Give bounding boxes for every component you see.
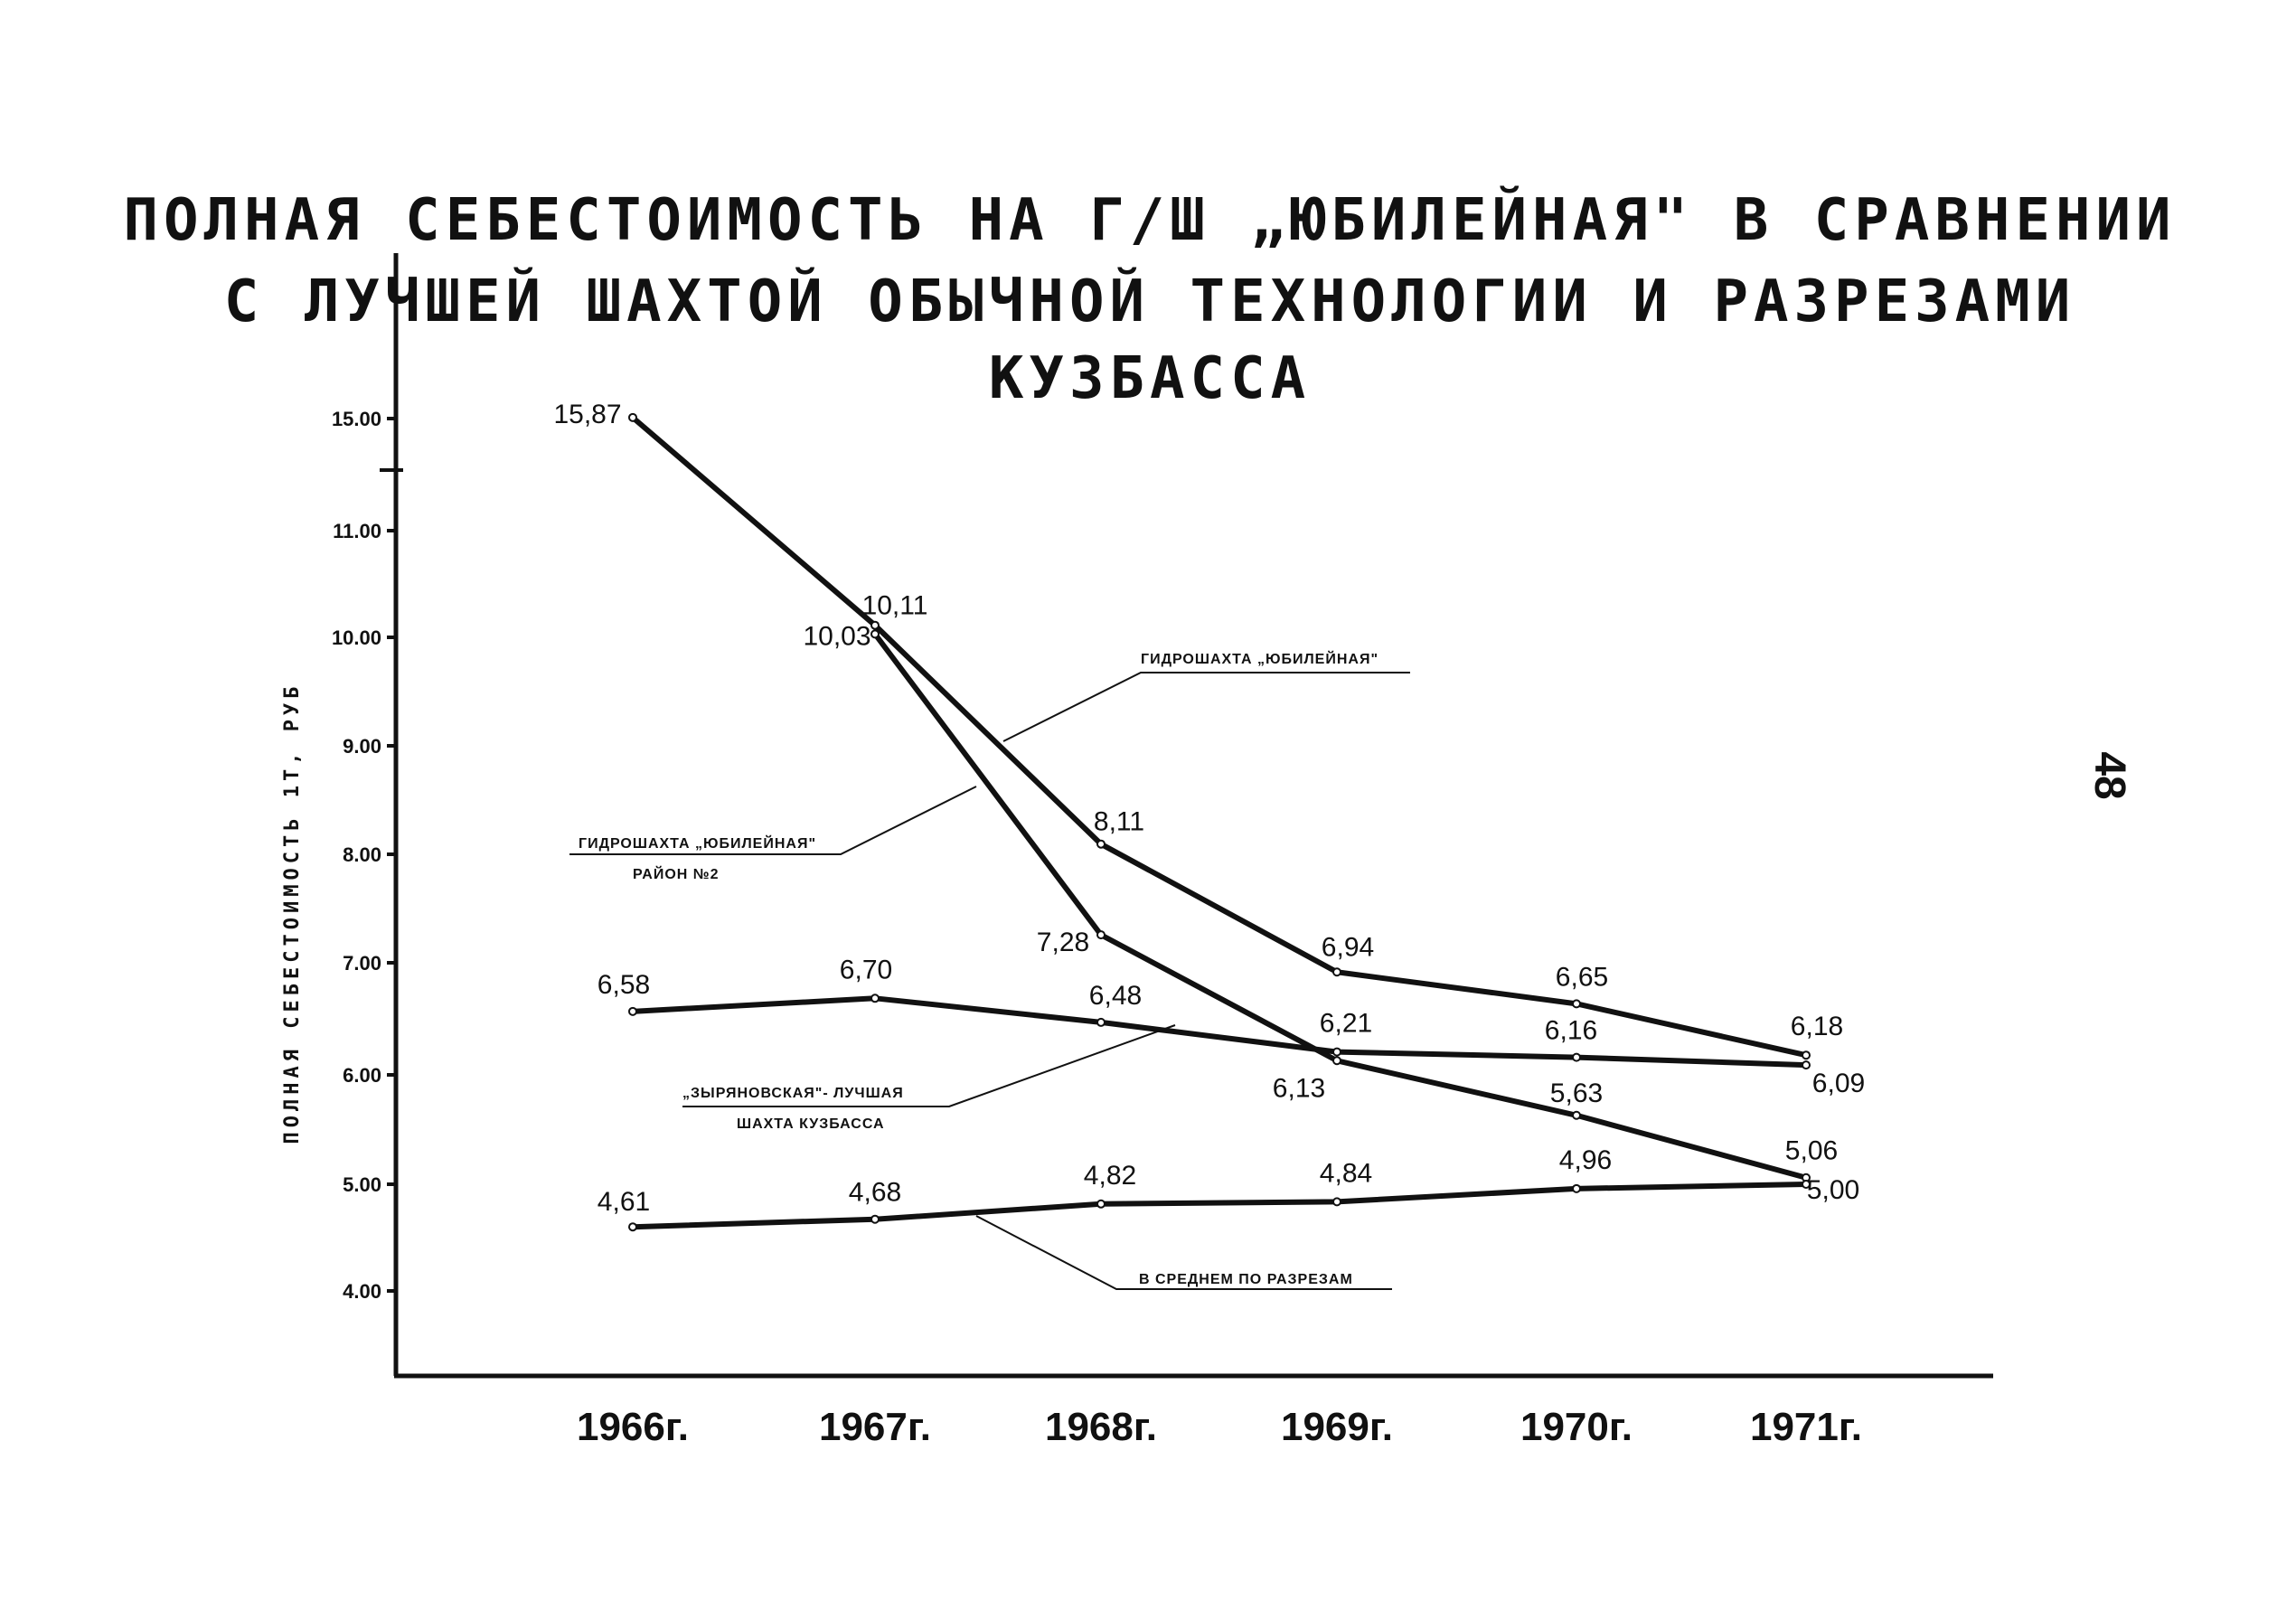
data-point <box>1097 841 1105 848</box>
data-label: 4,68 <box>848 1177 902 1208</box>
y-tick-label: 6.00 <box>343 1064 381 1087</box>
chart-title-line: ПОЛНАЯ СЕБЕСТОИМОСТЬ НА Г/Ш „ЮБИЛЕЙНАЯ" В СРАВНЕНИИ <box>123 187 2177 254</box>
series-line <box>633 418 1806 1055</box>
data-label: 15,87 <box>553 399 622 429</box>
annotation-text: „ЗЫРЯНОВСКАЯ"- ЛУЧШАЯ <box>682 1086 904 1101</box>
x-tick-label: 1967г. <box>818 1405 932 1449</box>
annotation-text: ШАХТА КУЗБАССА <box>737 1116 885 1132</box>
data-label: 6,65 <box>1555 962 1609 993</box>
page-number: 48 <box>2085 751 2133 800</box>
data-point <box>1802 1051 1810 1059</box>
y-tick-label: 4.00 <box>343 1280 381 1303</box>
data-point <box>1097 1019 1105 1026</box>
data-label: 7,28 <box>1036 928 1090 958</box>
data-label: 5,06 <box>1784 1135 1839 1166</box>
data-point <box>1097 1201 1105 1208</box>
data-point <box>629 1223 636 1230</box>
data-point <box>1333 1198 1341 1205</box>
data-label: 6,58 <box>597 969 651 1000</box>
data-point <box>1573 1185 1580 1192</box>
data-label: 6,94 <box>1321 932 1375 963</box>
series-3 <box>598 1145 1859 1230</box>
data-label: 6,16 <box>1544 1015 1598 1046</box>
y-tick-label: 10.00 <box>331 626 381 649</box>
series-line <box>633 1184 1806 1227</box>
data-label: 4,61 <box>597 1187 651 1218</box>
chart-title-line: С ЛУЧШЕЙ ШАХТОЙ ОБЫЧНОЙ ТЕХНОЛОГИИ И РАЗРЕЗАМИ <box>223 268 2076 335</box>
data-point <box>1333 1049 1341 1056</box>
data-label: 6,13 <box>1272 1073 1326 1104</box>
x-tick-label: 1969г. <box>1280 1405 1394 1449</box>
data-point <box>871 1216 879 1223</box>
annotation-text: В СРЕДНЕМ ПО РАЗРЕЗАМ <box>1139 1272 1353 1287</box>
annotation-1 <box>569 786 976 882</box>
data-label: 8,11 <box>1093 806 1145 837</box>
data-label: 10,03 <box>803 621 871 652</box>
data-point <box>871 622 879 629</box>
y-tick-label: 7.00 <box>343 952 381 975</box>
data-label: 6,18 <box>1790 1012 1844 1042</box>
data-point <box>1573 1000 1580 1007</box>
data-label: 5,63 <box>1549 1078 1604 1108</box>
data-point <box>1097 931 1105 938</box>
data-label: 6,70 <box>839 955 893 985</box>
data-label: 6,09 <box>1811 1069 1866 1099</box>
data-point <box>1802 1061 1810 1069</box>
y-tick-label: 9.00 <box>343 735 381 758</box>
annotation-2 <box>682 1025 1175 1132</box>
data-label: 4,82 <box>1083 1160 1137 1191</box>
data-point <box>1333 968 1341 975</box>
annotation-3 <box>976 1216 1392 1289</box>
chart-title-line: КУЗБАССА <box>988 345 1312 412</box>
annotation-text: ГИДРОШАХТА „ЮБИЛЕЙНАЯ" <box>1141 652 1379 667</box>
data-point <box>1573 1054 1580 1061</box>
x-tick-label: 1968г. <box>1044 1405 1158 1449</box>
data-point <box>871 630 879 637</box>
data-point <box>629 414 636 421</box>
y-tick-label: 8.00 <box>343 843 381 866</box>
annotation-0 <box>1003 650 1410 741</box>
y-tick-label: 11.00 <box>333 520 381 542</box>
series-line <box>875 634 1806 1177</box>
y-axis-label: ПОЛНАЯ СЕБЕСТОИМОСТЬ 1Т, РУБ <box>281 682 304 1144</box>
data-label: 5,00 <box>1806 1175 1860 1205</box>
y-tick-label: 5.00 <box>343 1173 381 1196</box>
data-label: 6,48 <box>1088 980 1143 1011</box>
x-tick-label: 1970г. <box>1520 1405 1633 1449</box>
data-point <box>1333 1057 1341 1064</box>
annotation-text: РАЙОН №2 <box>633 867 720 882</box>
data-point <box>871 994 879 1002</box>
annotation-text: ГИДРОШАХТА „ЮБИЛЕЙНАЯ" <box>579 836 817 852</box>
y-tick-label: 15.00 <box>331 408 381 430</box>
x-tick-labels <box>577 1405 1862 1449</box>
series-0 <box>553 400 1843 1059</box>
annotation-leader <box>1003 673 1410 741</box>
data-point <box>1573 1112 1580 1119</box>
y-tick-labels <box>332 408 396 1303</box>
data-point <box>629 1008 636 1015</box>
data-label: 10,11 <box>861 590 928 621</box>
data-label: 4,96 <box>1558 1144 1613 1175</box>
series-annotations <box>569 650 1410 1289</box>
data-label: 6,21 <box>1319 1008 1373 1039</box>
series-line <box>633 998 1806 1065</box>
data-label: 4,84 <box>1319 1158 1373 1189</box>
chart-title <box>123 185 2176 412</box>
x-tick-label: 1966г. <box>576 1405 690 1449</box>
x-tick-label: 1971г. <box>1749 1405 1863 1449</box>
